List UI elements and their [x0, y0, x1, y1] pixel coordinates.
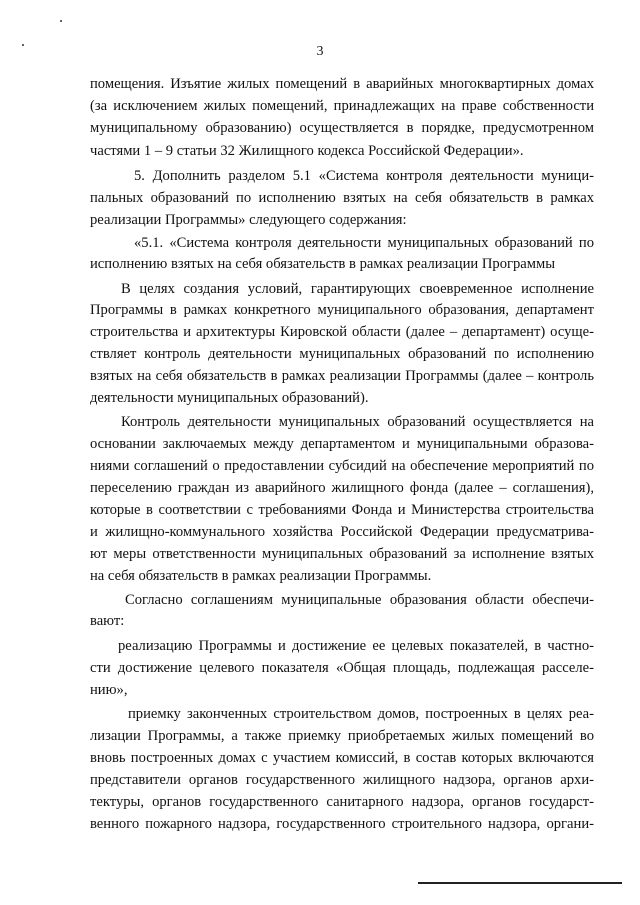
text-line: сти достижение целевого показателя «Общая площадь, подлежащая расселе-	[90, 660, 594, 676]
text-line: ниями соглашений о предоставлении субсидий на обеспечение мероприятий по	[90, 458, 594, 474]
text-line: Согласно соглашениям муниципальные образования области обеспечи-	[125, 592, 594, 608]
text-line: основании заключаемых между департаментом и муниципальными образова-	[90, 436, 594, 452]
text-line: нию»,	[90, 682, 128, 698]
text-line: ствляет контроль деятельности муниципальных образований по исполнению	[90, 346, 594, 362]
text-line: взятых на себя обязательств в рамках реализации Программы (далее – контроль	[90, 368, 594, 384]
text-line: Контроль деятельности муниципальных образований осуществляется на	[121, 414, 594, 430]
text-line: пальных образований по исполнению взятых на себя обязательств в рамках	[90, 190, 594, 206]
text-line: В целях создания условий, гарантирующих своевременное исполнение	[121, 281, 594, 297]
text-line: реализации Программы» следующего содержания:	[90, 212, 407, 228]
text-line: (за исключением жилых помещений, принадлежащих на праве собственности	[90, 98, 594, 114]
text-line: реализацию Программы и достижение ее целевых показателей, в частно-	[118, 638, 594, 654]
text-line: лизации Программы, а также приемку приобретаемых жилых помещений во	[90, 728, 594, 744]
bottom-rule	[418, 882, 622, 884]
text-line: ют меры ответственности муниципальных образований за исполнение взятых	[90, 546, 594, 562]
text-line: приемку законченных строительством домов, построенных в целях реа-	[128, 706, 594, 722]
text-line: помещения. Изъятие жилых помещений в аварийных многоквартирных домах	[90, 76, 594, 92]
text-line: представители органов государственного жилищного надзора, органов архи-	[90, 772, 594, 788]
scan-speck	[60, 20, 62, 22]
text-line: на себя обязательств в рамках реализации Программы.	[90, 568, 432, 584]
page-number: 3	[316, 44, 324, 59]
text-line: и жилищно-коммунального хозяйства Российской Федерации предусматрива-	[90, 524, 594, 540]
text-line: Программы в рамках конкретного муниципального образования, департамент	[90, 302, 594, 318]
text-line: тектуры, органов государственного санитарного надзора, органов государст-	[90, 794, 594, 810]
text-line: которые в соответствии с требованиями Фонда и Министерства строительства	[90, 502, 594, 518]
text-line: «5.1. «Система контроля деятельности муниципальных образований по	[134, 235, 594, 251]
text-line: исполнению взятых на себя обязательств в рамках реализации Программы	[90, 256, 556, 272]
text-line: венного пожарного надзора, государственного строительного надзора, органи-	[90, 816, 594, 832]
text-line: муниципальному образованию) осуществляется в порядке, предусмотренном	[90, 120, 594, 136]
text-line: 5. Дополнить разделом 5.1 «Система контроля деятельности муници-	[134, 168, 594, 184]
text-line: вают:	[90, 613, 125, 629]
text-line: частями 1 – 9 статьи 32 Жилищного кодекса Российской Федерации».	[90, 143, 524, 159]
text-line: вновь построенных домах с участием комиссий, в состав которых включаются	[90, 750, 594, 766]
text-line: переселению граждан из аварийного жилищного фонда (далее – соглашения),	[90, 480, 594, 496]
text-line: деятельности муниципальных образований).	[90, 390, 369, 406]
text-line: строительства и архитектуры Кировской области (далее – департамент) осуще-	[90, 324, 594, 340]
